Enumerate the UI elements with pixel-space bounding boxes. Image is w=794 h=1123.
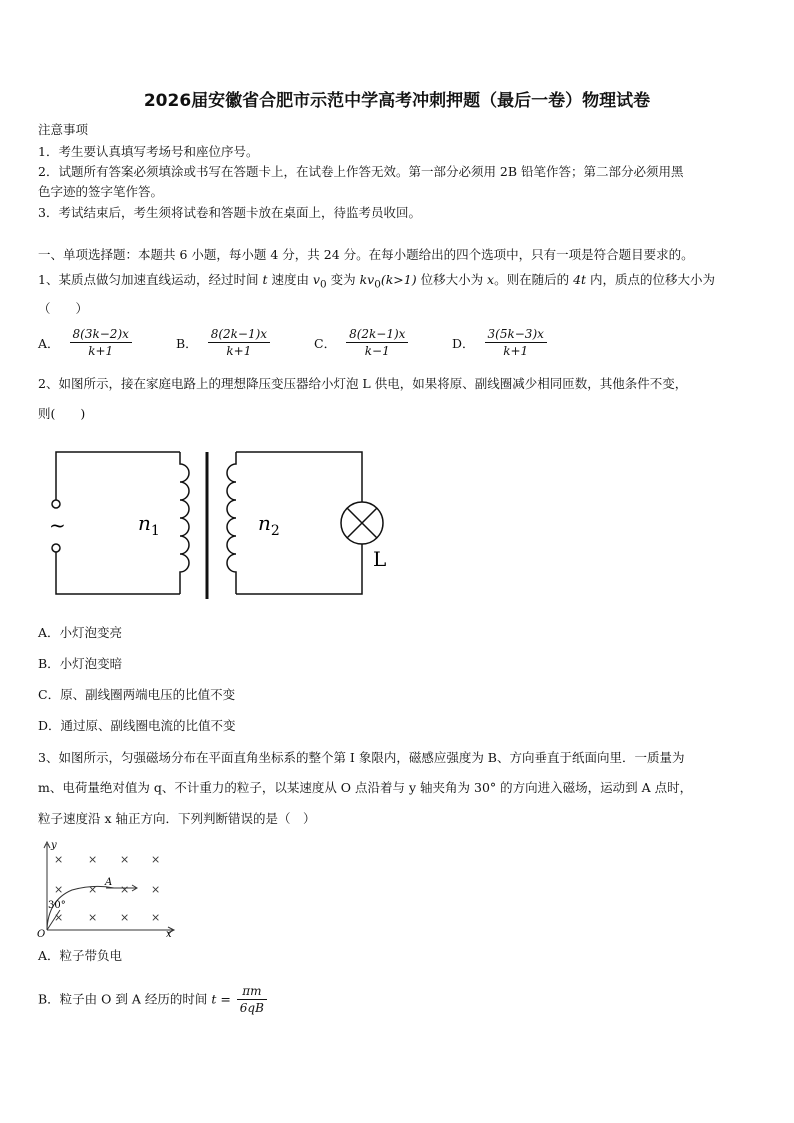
q1-option-b <box>176 326 272 359</box>
field-mark: × <box>88 911 98 924</box>
secondary-wire-top <box>236 452 362 502</box>
q3-option-b-den: 6qB <box>239 1001 264 1015</box>
field-mark: × <box>54 853 64 866</box>
q1-sub-0: 0 <box>319 278 327 291</box>
transformer-circuit-diagram <box>40 444 400 604</box>
question-3-stem-1: 3、如图所示，匀强磁场分布在平面直角坐标系的整个第 I 象限内，磁感应强度为 B、方向垂直于纸面向里．一质量为 <box>38 750 685 765</box>
field-mark: × <box>120 853 130 866</box>
q1-option-c-frac <box>346 326 408 359</box>
field-mark: × <box>120 883 130 896</box>
lamp-label: L <box>373 547 387 571</box>
secondary-coil <box>227 452 236 594</box>
q1-option-c-num: 8(2k−1)x <box>346 326 408 343</box>
q3-option-b-frac <box>237 983 267 1016</box>
question-3-stem-3: 粒子速度沿 x 轴正方向．下列判断错误的是（ ） <box>38 811 316 826</box>
q1-option-d-num: 3(5k−3)x <box>485 326 547 343</box>
notice-item-1: 1．考生要认真填写考场号和座位序号。 <box>38 144 259 159</box>
field-mark: × <box>151 883 161 896</box>
q1-option-c <box>314 326 410 359</box>
source-terminal-top <box>52 500 60 508</box>
q1-sub-0b: 0 <box>374 278 381 291</box>
y-axis-label: y <box>51 840 57 851</box>
q1-option-a <box>38 326 134 359</box>
secondary-wire-bottom <box>236 544 362 594</box>
field-mark: × <box>151 853 161 866</box>
q1-option-d-den: k+1 <box>503 344 529 358</box>
origin-label: O <box>37 929 46 938</box>
field-mark: × <box>88 883 98 896</box>
primary-wire-top <box>56 452 180 504</box>
section-heading: 一、单项选择题：本题共 6 小题，每小题 4 分，共 24 分。在每小题给出的四个选项中，只有一项是符合题目要求的。 <box>38 247 694 262</box>
q3-option-b-eq: = <box>216 991 235 1007</box>
q1-option-d-label: D． <box>452 335 475 351</box>
q1-option-b-num: 8(2k−1)x <box>208 326 270 343</box>
q1-var-t: t <box>262 272 268 287</box>
q1-option-d-frac <box>485 326 547 359</box>
notice-item-2: 2．试题所有答案必须填涂或书写在答题卡上，在试卷上作答无效。第一部分必须用 2B 铅笔作答；第二部分必须用黑 <box>38 164 684 179</box>
q1-text-b: 速度由 <box>267 272 313 287</box>
q2-option-a: A．小灯泡变亮 <box>38 625 123 640</box>
notice-heading: 注意事项 <box>38 122 89 137</box>
q1-text-a: 1、某质点做匀加速直线运动，经过时间 <box>38 272 263 287</box>
primary-wire-bottom <box>56 548 180 594</box>
q1-option-a-label: A． <box>38 335 60 351</box>
q3-option-a: A．粒子带负电 <box>38 948 123 963</box>
q3-option-b-text: B．粒子由 O 到 A 经历的时间 <box>38 991 212 1007</box>
magnetic-field-diagram <box>34 838 184 938</box>
angle-label: 30° <box>48 900 66 911</box>
q1-var-v0: v <box>312 272 320 287</box>
x-axis-label: x <box>166 929 172 938</box>
q3-option-b-num: πm <box>237 983 267 1000</box>
q1-option-b-label: B． <box>176 335 198 351</box>
source-terminal-bottom <box>52 544 60 552</box>
primary-coil <box>180 452 189 594</box>
q1-option-a-frac <box>70 326 132 359</box>
q1-text-c: 变为 <box>326 272 360 287</box>
page-title: 2026届安徽省合肥市示范中学高考冲刺押题（最后一卷）物理试卷 <box>143 91 651 111</box>
q2-option-d: D．通过原、副线圈电流的比值不变 <box>38 718 236 733</box>
notice-item-3: 3．考试结束后，考生须将试卷和答题卡放在桌面上，待监考员收回。 <box>38 205 421 220</box>
q1-option-b-den: k+1 <box>226 344 252 358</box>
q1-bracket: （ ） <box>38 301 89 316</box>
point-a-label: A <box>105 877 113 888</box>
field-mark: × <box>88 853 98 866</box>
question-3-stem-2: m、电荷量绝对值为 q、不计重力的粒子，以某速度从 O 点沿着与 y 轴夹角为 30° 的方向进入磁场，运动到 A 点时， <box>38 780 693 795</box>
field-mark: × <box>54 911 64 924</box>
q1-option-c-label: C． <box>314 335 337 351</box>
label-n2: $n_2$ <box>258 511 280 539</box>
q1-var-4t: 4t <box>573 272 587 287</box>
q1-var-x: x <box>487 272 495 287</box>
q1-text-f: 内，质点的位移大小为 <box>586 272 716 287</box>
q1-text-e: 。则在随后的 <box>494 272 574 287</box>
q2-option-c: C．原、副线圈两端电压的比值不变 <box>38 687 236 702</box>
q1-option-b-frac <box>208 326 270 359</box>
q3-option-b-var-t: t <box>211 991 217 1007</box>
q1-k-cond: (k>1) <box>380 272 417 287</box>
q1-option-d <box>452 326 549 359</box>
question-1-stem <box>38 272 715 293</box>
q1-var-kv0: kv <box>359 272 375 287</box>
q1-option-c-den: k−1 <box>364 344 390 358</box>
q1-option-a-num: 8(3k−2)x <box>70 326 132 343</box>
question-2-stem: 2、如图所示，接在家庭电路上的理想降压变压器给小灯泡 L 供电，如果将原、副线圈减少相同匝数，其他条件不变， <box>38 376 688 391</box>
q2-bracket: 则( ) <box>38 406 86 421</box>
ac-source-symbol: ~ <box>49 513 66 537</box>
label-n1: $n_1$ <box>138 511 160 539</box>
field-mark: × <box>151 911 161 924</box>
field-mark: × <box>54 883 64 896</box>
q2-option-b: B．小灯泡变暗 <box>38 656 123 671</box>
q3-option-b <box>38 983 269 1016</box>
q1-text-d: 位移大小为 <box>416 272 488 287</box>
notice-item-2-cont: 色字迹的签字笔作答。 <box>38 184 164 199</box>
q1-option-a-den: k+1 <box>88 344 114 358</box>
field-mark: × <box>120 911 130 924</box>
